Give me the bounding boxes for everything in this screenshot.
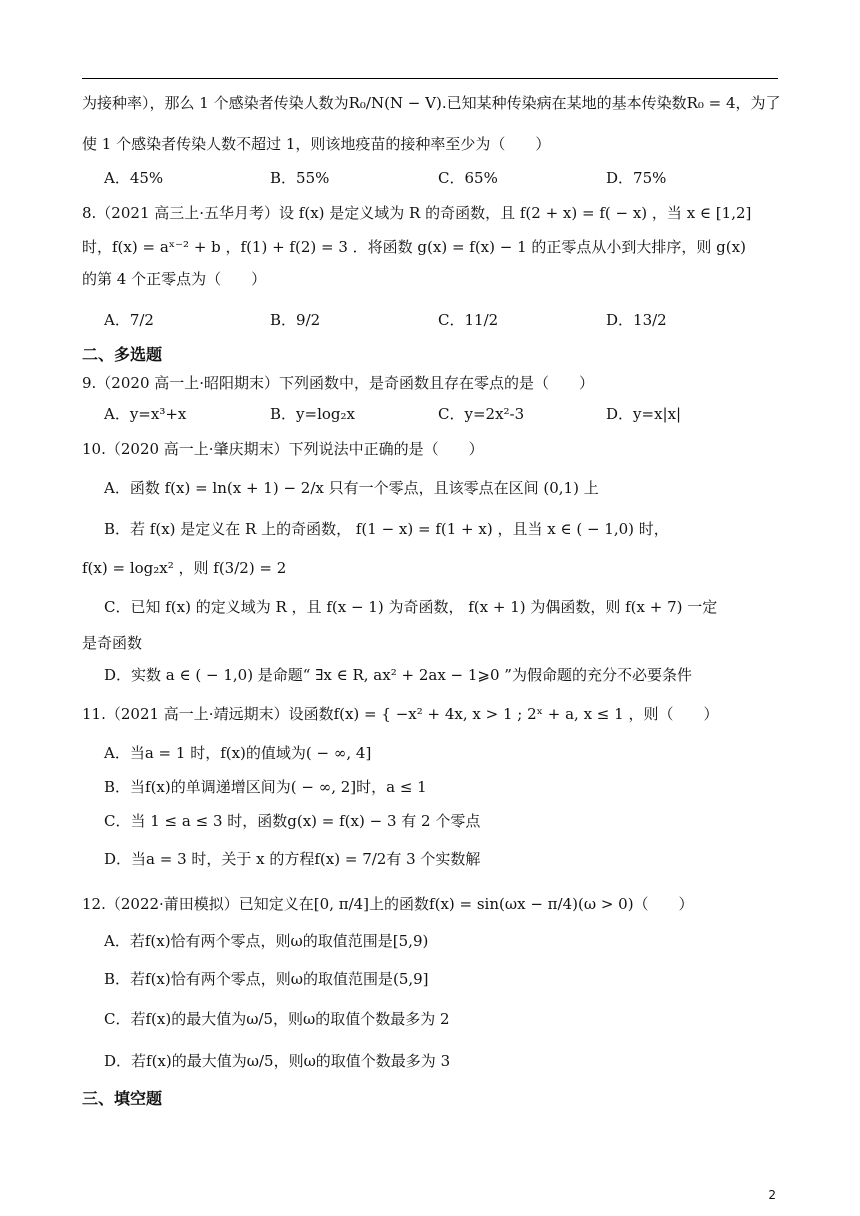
q8-option-b: B．9/2 [270,311,321,329]
q12-option-c: C．若f(x)的最大值为ω/5，则ω的取值个数最多为 2 [104,1010,450,1028]
q9-option-b: B．y=log₂x [270,405,355,423]
q9-option-a: A．y=x³+x [104,405,187,423]
q8-line2: 时，f(x) = aˣ⁻² + b ，f(1) + f(2) = 3 ．将函数 g(x) = f(x) − 1 的正零点从小到大排序，则 g(x) [82,238,746,256]
q8-options [104,308,764,332]
q7-option-b: B．55% [270,169,330,187]
q7-option-a: A．45% [104,169,164,187]
q10-option-b-line2: f(x) = log₂x² ，则 f(3/2) = 2 [82,559,287,577]
q8-line1: 8.（2021 高三上·五华月考）设 f(x) 是定义域为 R 的奇函数，且 f(2 + x) = f( − x) ，当 x ∈ [1,2] [82,204,752,222]
q8-option-a: A．7/2 [104,311,154,329]
q11-option-d: D．当a = 3 时，关于 x 的方程f(x) = 7/2有 3 个实数解 [104,850,481,868]
q10-option-c-line1: C．已知 f(x) 的定义域为 R ，且 f(x − 1) 为奇函数， f(x + 1) 为偶函数，则 f(x + 7) 一定 [104,598,718,616]
q11-line1: 11.（2021 高一上·靖远期末）设函数f(x) = { −x² + 4x, x > 1 ; 2ˣ + a, x ≤ 1 ，则（ ） [82,705,719,723]
q7-option-c: C．65% [438,169,498,187]
q10-option-d: D．实数 a ∈ ( − 1,0) 是命题“ ∃x ∈ R, ax² + 2ax − 1⩾0 ”为假命题的充分不必要条件 [104,666,692,684]
q7-options [104,166,764,190]
q12-option-b: B．若f(x)恰有两个零点，则ω的取值范围是(5,9] [104,970,429,988]
page-number: 2 [768,1188,776,1202]
q12-option-d: D．若f(x)的最大值为ω/5，则ω的取值个数最多为 3 [104,1052,451,1070]
q7-line2: 使 1 个感染者传染人数不超过 1，则该地疫苗的接种率至少为（ ） [82,135,551,153]
q12-option-a: A．若f(x)恰有两个零点，则ω的取值范围是[5,9) [104,932,429,950]
q11-option-c: C．当 1 ≤ a ≤ 3 时，函数g(x) = f(x) − 3 有 2 个零点 [104,812,481,830]
q11-option-b: B．当f(x)的单调递增区间为( − ∞, 2]时，a ≤ 1 [104,778,427,796]
q11-option-a: A．当a = 1 时，f(x)的值域为( − ∞, 4] [104,744,372,762]
q7-line1: 为接种率），那么 1 个感染者传染人数为R₀/N(N − V).已知某种传染病在某地的基本传染数R₀ = 4，为了 [82,94,781,112]
section-heading-fill: 三、填空题 [82,1089,163,1108]
q10-option-b-line1: B．若 f(x) 是定义在 R 上的奇函数， f(1 − x) = f(1 + x) ，且当 x ∈ ( − 1,0) 时， [104,520,669,538]
q10-line1: 10.（2020 高一上·肇庆期末）下列说法中正确的是（ ） [82,440,484,458]
section-heading-multi: 二、多选题 [82,345,163,364]
q7-option-d: D．75% [606,169,667,187]
q10-option-a: A．函数 f(x) = ln(x + 1) − 2/x 只有一个零点，且该零点在区间 (0,1) 上 [104,479,599,497]
q9-line1: 9.（2020 高一上·昭阳期末）下列函数中，是奇函数且存在零点的是（ ） [82,374,595,392]
q9-option-d: D．y=x|x| [606,405,682,423]
q8-option-c: C．11/2 [438,311,499,329]
q9-option-c: C．y=2x²-3 [438,405,525,423]
q10-option-c-line2: 是奇函数 [82,634,143,652]
q8-option-d: D．13/2 [606,311,667,329]
header-rule [82,78,778,79]
q12-line1: 12.（2022·莆田模拟）已知定义在[0, π/4]上的函数f(x) = sin(ωx − π/4)(ω > 0)（ ） [82,895,694,913]
q8-line3: 的第 4 个正零点为（ ） [82,270,267,288]
q9-options [104,402,764,426]
